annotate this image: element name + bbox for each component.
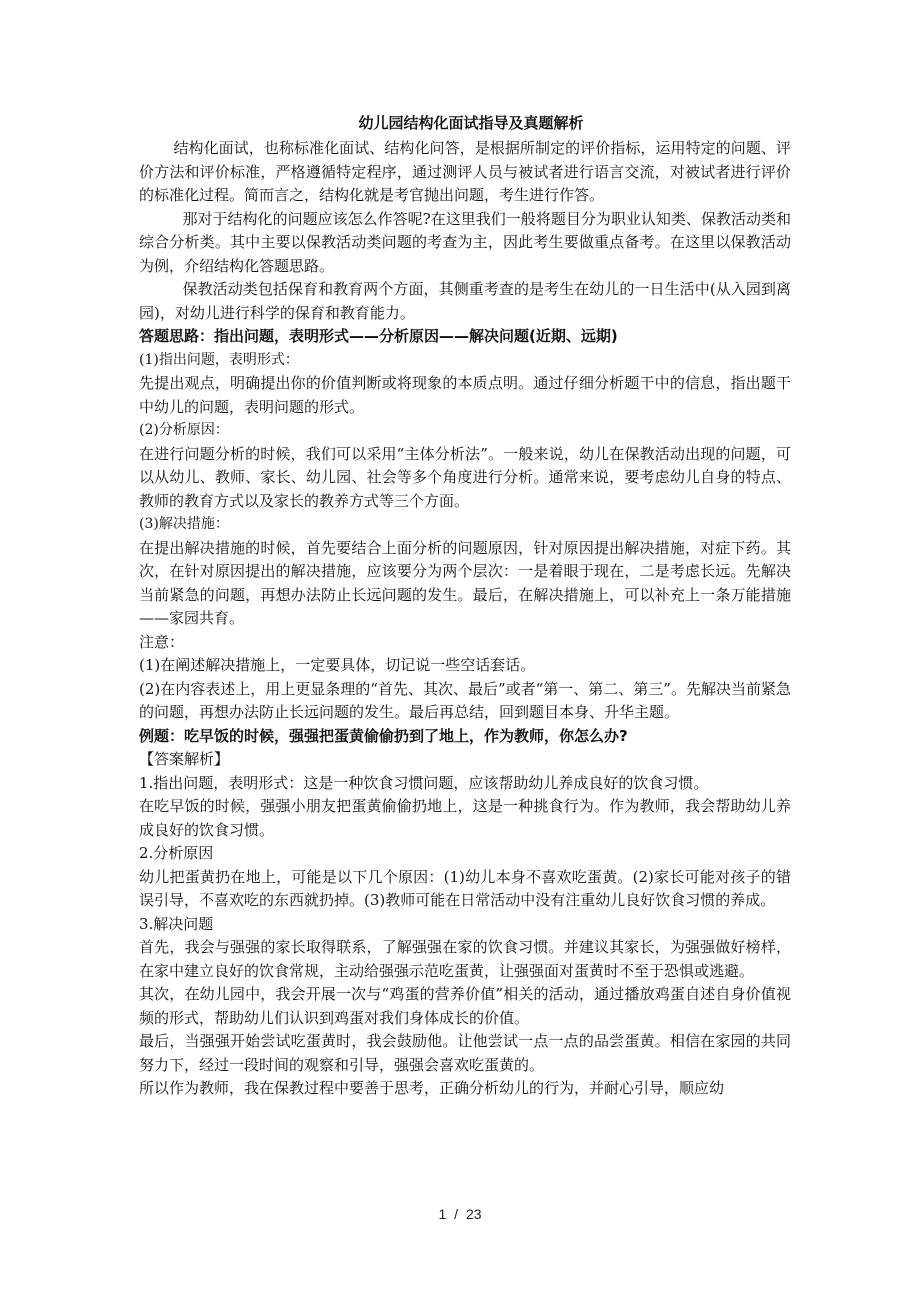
- answer-step-2-text: 幼儿把蛋黄扔在地上，可能是以下几个原因：(1)幼儿本身不喜欢吃蛋黄。(2)家长可能对孩子的错误引导，不喜欢吃的东西就扔掉。(3)教师可能在日常活动中没有注重幼儿良好饮食习惯的养成。: [139, 867, 791, 909]
- example-question: 例题：吃早饭的时候，强强把蛋黄偷偷扔到了地上，作为教师，你怎么办?: [139, 726, 628, 745]
- answer-step-3-second: 其次，在幼儿园中，我会开展一次与“鸡蛋的营养价值”相关的活动，通过播放鸡蛋自述自身价值视频的形式，帮助幼儿们认识到鸡蛋对我们身体成长的价值。: [139, 985, 791, 1027]
- answer-analysis-label: 【答案解析】: [139, 750, 230, 768]
- page-current: 1: [438, 1206, 447, 1222]
- note-2: (2)在内容表述上，用上更显条理的“首先、其次、最后”或者“第一、第二、第三”。先解决当前紧急的问题，再想办法防止长远问题的发生。最后再总结，回到题目本身、升华主题。: [139, 679, 791, 721]
- note-label: 注意：: [139, 632, 185, 651]
- step-3-label: (3)解决措施：: [139, 516, 229, 532]
- answer-conclusion: 所以作为教师，我在保教过程中要善于思考，正确分析幼儿的行为，并耐心引导，顺应幼: [139, 1079, 725, 1097]
- step-3-text: 在提出解决措施的时候，首先要结合上面分析的问题原因，针对原因提出解决措施，对症下药。其次，在针对原因提出的解决措施，应该要分为两个层次：一是着眼于现在，二是考虑长远。先解决当前紧急的问题，再想办法防止长远问题的发生。最后，在解决措施上，可以补充上一条万能措施——家园共育。: [139, 538, 791, 627]
- answer-step-1-heading: 1.指出问题，表明形式：这是一种饮食习惯问题，应该帮助幼儿养成良好的饮食习惯。: [139, 773, 709, 792]
- document-body: [139, 112, 791, 1101]
- page-separator: /: [454, 1206, 459, 1222]
- answer-step-3-last: 最后，当强强开始尝试吃蛋黄时，我会鼓励他。让他尝试一点一点的品尝蛋黄。相信在家园的共同努力下，经过一段时间的观察和引导，强强会喜欢吃蛋黄的。: [139, 1032, 791, 1074]
- step-1-text: 先提出观点，明确提出你的价值判断或将现象的本质点明。通过仔细分析题干中的信息，指出题干中幼儿的问题，表明问题的形式。: [139, 374, 791, 416]
- paragraph-how-to-answer: 那对于结构化的问题应该怎么作答呢?在这里我们一般将题目分为职业认知类、保教活动类和综合分析类。其中主要以保教活动类问题的考查为主，因此考生要做重点备考。在这里以保教活动为例，介绍结构化答题思路。: [139, 209, 791, 275]
- answer-step-1-text: 在吃早饭的时候，强强小朋友把蛋黄偷偷扔地上，这是一种挑食行为。作为教师，我会帮助幼儿养成良好的饮食习惯。: [139, 797, 791, 839]
- answer-step-3-heading: 3.解决问题: [139, 914, 214, 933]
- note-1: (1)在阐述解决措施上，一定要具体，切记说一些空话套话。: [139, 656, 536, 674]
- page-number: [0, 1206, 920, 1222]
- paragraph-intro: 结构化面试，也称标准化面试、结构化问答，是根据所制定的评价指标，运用特定的问题、评价方法和评价标准，严格遵循特定程序，通过测评人员与被试者进行语言交流，对被试者进行评价的标准化过程。简而言之，结构化就是考官抛出问题，考生进行作答。: [139, 139, 791, 204]
- answer-step-2-heading: 2.分析原因: [139, 844, 214, 862]
- step-1-label: (1)指出问题，表明形式：: [139, 351, 299, 368]
- step-2-text: 在进行问题分析的时候，我们可以采用“主体分析法”。一般来说，幼儿在保教活动出现的问题，可以从幼儿、教师、家长、幼儿园、社会等多个角度进行分析。通常来说，要考虑幼儿自身的特点、教师的教育方式以及家长的教养方式等三个方面。: [139, 444, 791, 510]
- answer-step-3-first: 首先，我会与强强的家长取得联系，了解强强在家的饮食习惯。并建议其家长，为强强做好榜样，在家中建立良好的饮食常规，主动给强强示范吃蛋黄，让强强面对蛋黄时不至于恐惧或逃避。: [139, 938, 791, 980]
- answer-approach-heading: 答题思路：指出问题，表明形式——分析原因——解决问题(近期、远期): [139, 327, 618, 345]
- page-total: 23: [465, 1206, 482, 1222]
- step-2-label: (2)分析原因：: [139, 422, 229, 438]
- document-title: 幼儿园结构化面试指导及真题解析: [358, 114, 584, 132]
- paragraph-baojiao: 保教活动类包括保育和教育两个方面，其侧重考查的是考生在幼儿的一日生活中(从入园到离园)，对幼儿进行科学的保育和教育能力。: [139, 280, 791, 322]
